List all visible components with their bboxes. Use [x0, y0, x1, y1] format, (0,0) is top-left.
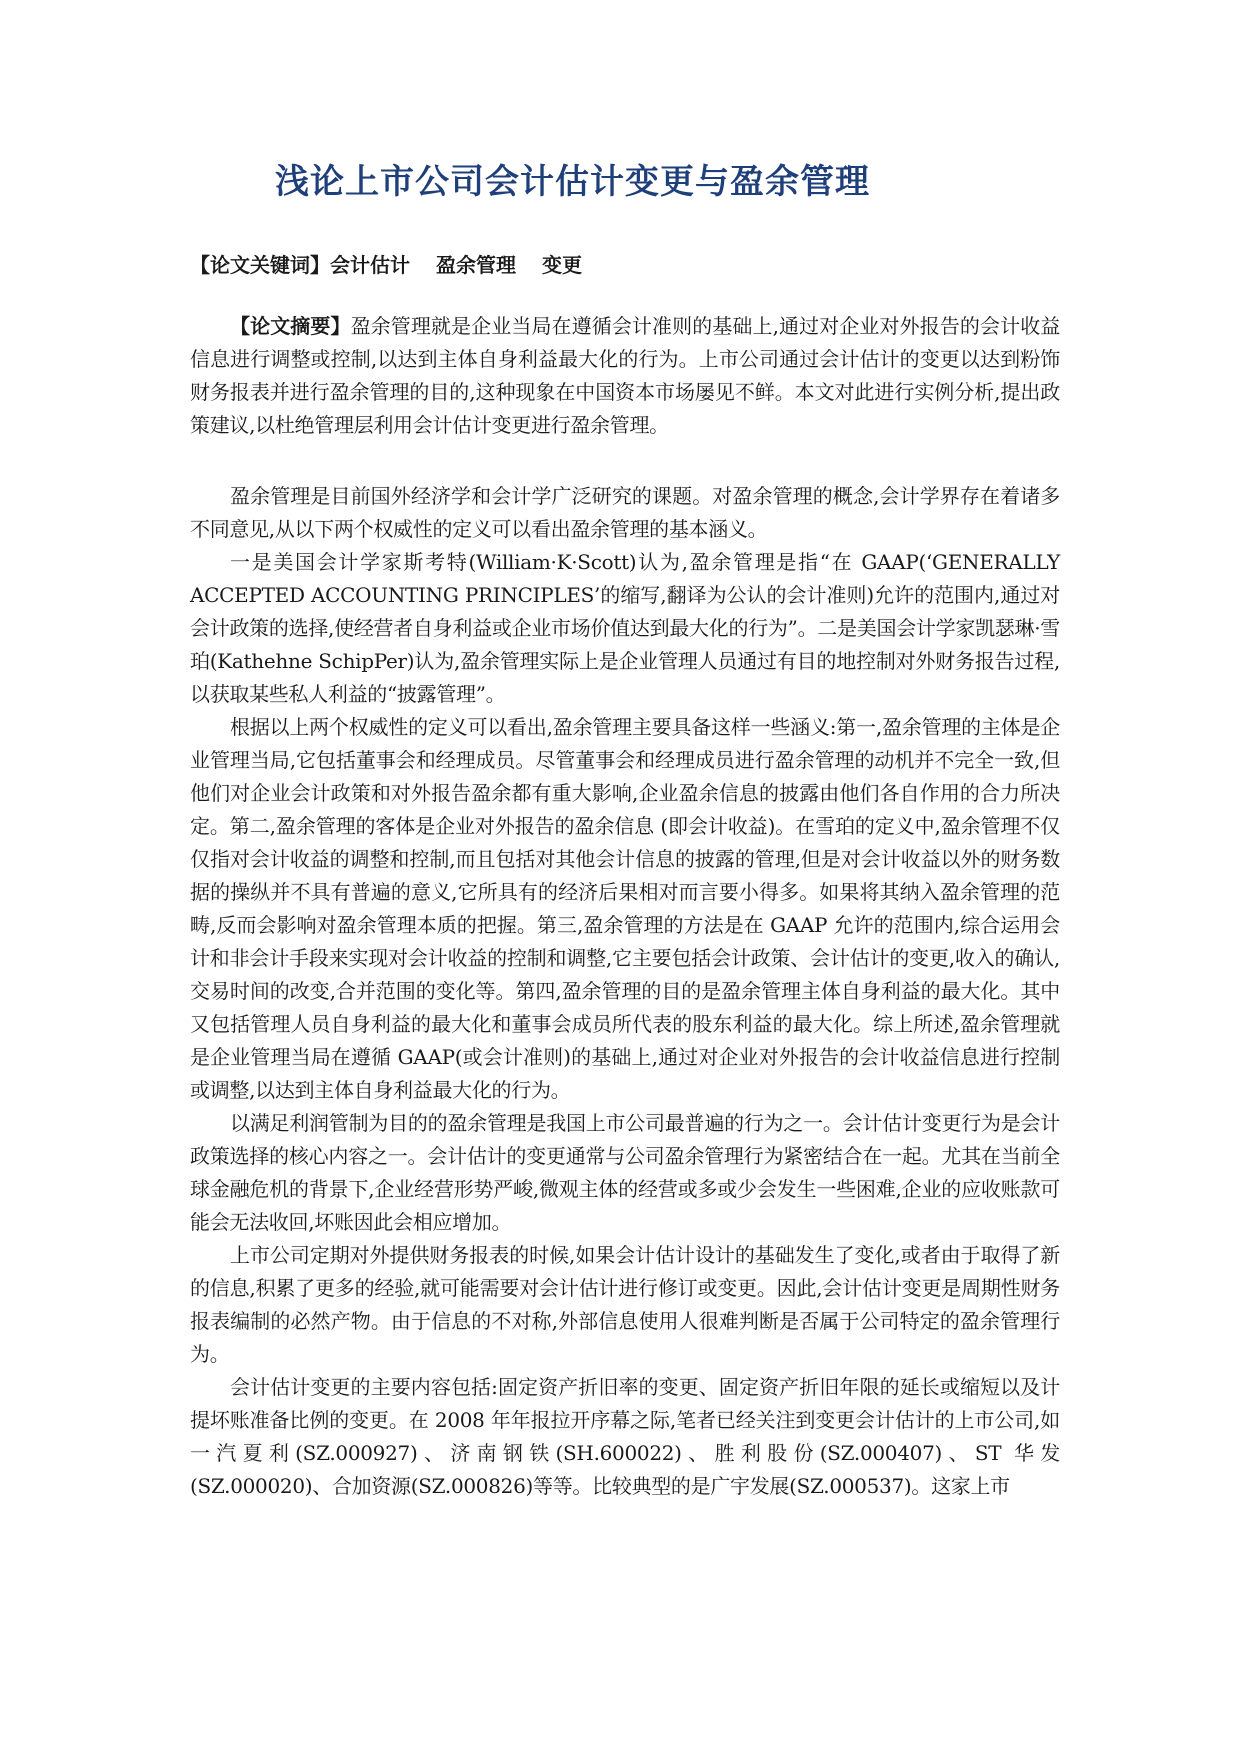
body-paragraph: 一是美国会计学家斯考特(William·K·Scott)认为,盈余管理是指“在 GAAP(‘GENERALLY ACCEPTED ACCOUNTING PRINCIPLES’的缩写,翻译为公认的会计准则)允许的范围内,通过对会计政策的选择,使经营者自身利益或企业市场价值达到最大化的行为”。二是美国会计学家凯瑟琳·雪珀(Kathehne SchipPer)认为,盈余管理实际上是企业管理人员通过有目的地控制对外财务报告过程,以获取某些私人利益的“披露管理”。	[190, 550, 1060, 706]
body-paragraph: 根据以上两个权威性的定义可以看出,盈余管理主要具备这样一些涵义:第一,盈余管理的主体是企业管理当局,它包括董事会和经理成员。尽管董事会和经理成员进行盈余管理的动机并不完全一致,但他们对企业会计政策和对外报告盈余都有重大影响,企业盈余信息的披露由他们各自作用的合力所决定。第二,盈余管理的客体是企业对外报告的盈余信息 (即会计收益)。在雪珀的定义中,盈余管理不仅仅指对会计收益的调整和控制,而且包括对其他会计信息的披露的管理,但是对会计收益以外的财务数据的操纵并不具有普遍的意义,它所具有的经济后果相对而言要小得多。如果将其纳入盈余管理的范畴,反而会影响对盈余管理本质的把握。第三,盈余管理的方法是在 GAAP 允许的范围内,综合运用会计和非会计手段来实现对会计收益的控制和调整,它主要包括会计政策、会计估计的变更,收入的确认,交易时间的改变,合并范围的变化等。第四,盈余管理的目的是盈余管理主体自身利益的最大化。其中又包括管理人员自身利益的最大化和董事会成员所代表的股东利益的最大化。综上所述,盈余管理就是企业管理当局在遵循 GAAP(或会计准则)的基础上,通过对企业对外报告的会计收益信息进行控制或调整,以达到主体自身利益最大化的行为。	[190, 715, 1060, 1102]
keywords-label: 【论文关键词】	[190, 253, 330, 277]
body-paragraph: 会计估计变更的主要内容包括:固定资产折旧率的变更、固定资产折旧年限的延长或缩短以及计提坏账准备比例的变更。在 2008 年年报拉开序幕之际,笔者已经关注到变更会计估计的上市公司,如一汽夏利(SZ.000927)、济南钢铁(SH.600022)、胜利股份(SZ.000407)、ST 华发(SZ.000020)、合加资源(SZ.000826)等等。比较典型的是广宇发展(SZ.000537)。这家上市	[190, 1375, 1060, 1498]
body-paragraph: 以满足利润管制为目的的盈余管理是我国上市公司最普遍的行为之一。会计估计变更行为是会计政策选择的核心内容之一。会计估计的变更通常与公司盈余管理行为紧密结合在一起。尤其在当前全球金融危机的背景下,企业经营形势严峻,微观主体的经营或多或少会发生一些困难,企业的应收账款可能会无法收回,坏账因此会相应增加。	[190, 1111, 1060, 1234]
body-text	[190, 480, 1060, 1503]
body-paragraph: 上市公司定期对外提供财务报表的时候,如果会计估计设计的基础发生了变化,或者由于取得了新的信息,积累了更多的经验,就可能需要对会计估计进行修订或变更。因此,会计估计变更是周期性财务报表编制的必然产物。由于信息的不对称,外部信息使用人很难判断是否属于公司特定的盈余管理行为。	[190, 1243, 1060, 1366]
page-title: 浅论上市公司会计估计变更与盈余管理	[275, 162, 870, 202]
abstract-text: 盈余管理就是企业当局在遵循会计准则的基础上,通过对企业对外报告的会计收益信息进行调整或控制,以达到主体自身利益最大化的行为。上市公司通过会计估计的变更以达到粉饰财务报表并进行盈余管理的目的,这种现象在中国资本市场屡见不鲜。本文对此进行实例分析,提出政策建议,以杜绝管理层利用会计估计变更进行盈余管理。	[190, 314, 1060, 437]
abstract-paragraph	[190, 310, 1060, 442]
keyword-item: 会计估计	[330, 253, 410, 277]
keyword-item: 盈余管理	[436, 253, 516, 277]
keywords-line	[190, 250, 1070, 280]
abstract-label: 【论文摘要】	[230, 314, 351, 338]
body-paragraph: 盈余管理是目前国外经济学和会计学广泛研究的课题。对盈余管理的概念,会计学界存在着诸多不同意见,从以下两个权威性的定义可以看出盈余管理的基本涵义。	[190, 484, 1060, 541]
keyword-item: 变更	[542, 253, 582, 277]
